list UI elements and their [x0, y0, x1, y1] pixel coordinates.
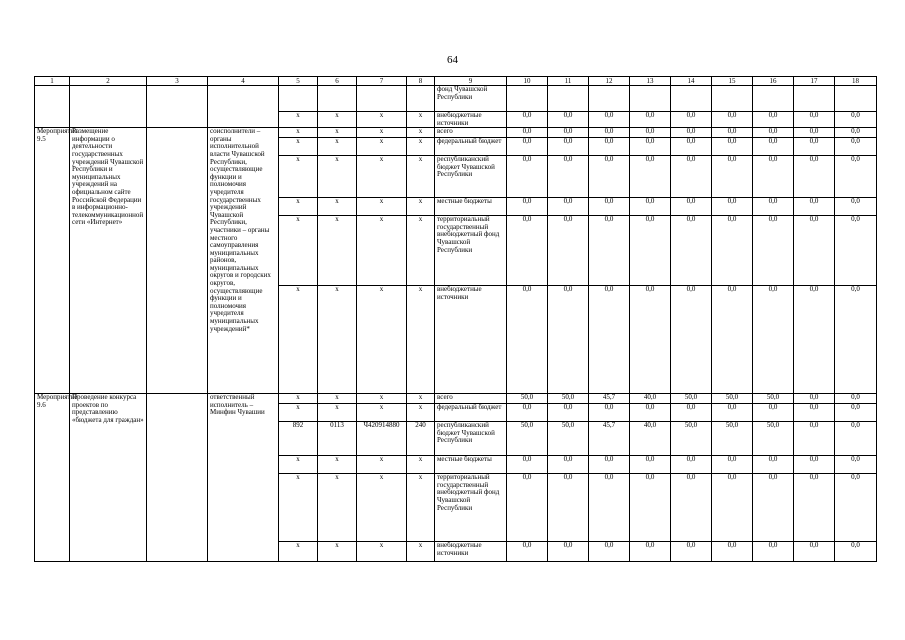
funding-source-cell: республиканский бюджет Чувашской Республики [435, 156, 507, 198]
amount-cell: 0,0 [753, 474, 794, 542]
measure-name: Размещение информации о деятельности государственных учреждений Чувашской Республики и муниципальных учреждений на официальном сайте Российской Федерации в информационно-телекоммуникационной сети «Интернет» [70, 128, 147, 394]
code-cell: х [357, 128, 407, 138]
code-cell: х [357, 394, 407, 404]
code-cell: х [318, 394, 357, 404]
code-cell: Ч420914880 [357, 422, 407, 456]
amount-cell: 0,0 [712, 112, 753, 128]
amount-cell: 0,0 [753, 156, 794, 198]
amount-cell: 0,0 [794, 422, 835, 456]
code-cell: х [407, 542, 435, 562]
amount-cell: 0,0 [835, 112, 877, 128]
amount-cell: 0,0 [507, 404, 548, 422]
amount-cell: 0,0 [835, 474, 877, 542]
amount-cell: 0,0 [753, 456, 794, 474]
amount-cell: 0,0 [548, 216, 589, 286]
amount-cell: 0,0 [507, 138, 548, 156]
amount-cell: 0,0 [548, 456, 589, 474]
amount-cell: 0,0 [630, 216, 671, 286]
amount-cell: 0,0 [712, 474, 753, 542]
amount-cell: 50,0 [548, 394, 589, 404]
measure-name: Проведение конкурса проектов по представлению «бюджета для граждан» [70, 394, 147, 562]
amount-cell: 0,0 [794, 456, 835, 474]
column-header: 12 [589, 77, 630, 86]
amount-cell: 0,0 [548, 404, 589, 422]
measure-executor: соисполнители – органы исполнительной власти Чувашской Республики, осуществляющие функции и полномочия учредителя государственных учреждений Чувашской Республики, участники – органы местного самоуправления муниципальных районов, муниципальных округов и городских округов, осуществляющие функции и полномочия учредителя муниципальных учреждений* [208, 128, 279, 394]
code-cell: х [318, 404, 357, 422]
code-cell: х [318, 112, 357, 128]
empty-cell [147, 394, 208, 562]
table-row [35, 86, 877, 112]
amount-cell: 0,0 [712, 156, 753, 198]
amount-cell [630, 86, 671, 112]
code-cell [357, 86, 407, 112]
funding-source-cell: республиканский бюджет Чувашской Республики [435, 422, 507, 456]
amount-cell: 0,0 [671, 456, 712, 474]
empty-cell [35, 86, 70, 128]
amount-cell: 0,0 [589, 112, 630, 128]
amount-cell: 0,0 [630, 542, 671, 562]
amount-cell: 0,0 [671, 128, 712, 138]
amount-cell: 0,0 [630, 128, 671, 138]
amount-cell: 0,0 [671, 112, 712, 128]
code-cell: х [279, 216, 318, 286]
amount-cell: 0,0 [671, 286, 712, 394]
amount-cell: 0,0 [507, 474, 548, 542]
amount-cell: 0,0 [835, 198, 877, 216]
column-header: 4 [208, 77, 279, 86]
amount-cell: 0,0 [630, 198, 671, 216]
amount-cell: 0,0 [753, 286, 794, 394]
amount-cell: 0,0 [589, 138, 630, 156]
column-header: 10 [507, 77, 548, 86]
amount-cell: 50,0 [712, 394, 753, 404]
amount-cell: 0,0 [548, 112, 589, 128]
amount-cell: 0,0 [835, 286, 877, 394]
amount-cell: 0,0 [712, 286, 753, 394]
amount-cell: 0,0 [548, 474, 589, 542]
amount-cell: 0,0 [507, 198, 548, 216]
measure-id: Мероприятие 9.5 [35, 128, 70, 394]
amount-cell: 0,0 [548, 156, 589, 198]
code-cell: х [279, 138, 318, 156]
amount-cell: 0,0 [630, 456, 671, 474]
amount-cell: 0,0 [671, 216, 712, 286]
code-cell: х [279, 474, 318, 542]
amount-cell [712, 86, 753, 112]
amount-cell: 50,0 [507, 422, 548, 456]
amount-cell: 0,0 [548, 198, 589, 216]
amount-cell: 50,0 [712, 422, 753, 456]
code-cell: х [318, 198, 357, 216]
amount-cell: 0,0 [548, 542, 589, 562]
funding-source-cell: местные бюджеты [435, 198, 507, 216]
amount-cell: 0,0 [671, 156, 712, 198]
amount-cell: 0,0 [712, 216, 753, 286]
funding-source-cell: внебюджетные источники [435, 112, 507, 128]
code-cell: х [407, 474, 435, 542]
amount-cell [794, 86, 835, 112]
amount-cell: 0,0 [548, 128, 589, 138]
amount-cell: 0,0 [548, 286, 589, 394]
empty-cell [147, 128, 208, 394]
amount-cell: 0,0 [712, 404, 753, 422]
amount-cell: 0,0 [630, 404, 671, 422]
amount-cell: 0,0 [794, 128, 835, 138]
code-cell: х [318, 456, 357, 474]
amount-cell: 0,0 [507, 286, 548, 394]
amount-cell: 0,0 [589, 286, 630, 394]
amount-cell: 0,0 [794, 138, 835, 156]
code-cell: х [279, 128, 318, 138]
amount-cell: 50,0 [753, 394, 794, 404]
column-header: 14 [671, 77, 712, 86]
code-cell: х [279, 198, 318, 216]
amount-cell: 0,0 [753, 112, 794, 128]
amount-cell: 0,0 [589, 474, 630, 542]
code-cell: х [318, 128, 357, 138]
amount-cell: 0,0 [589, 404, 630, 422]
code-cell: х [357, 474, 407, 542]
amount-cell: 0,0 [630, 138, 671, 156]
amount-cell: 0,0 [507, 128, 548, 138]
amount-cell: 0,0 [712, 542, 753, 562]
code-cell: х [407, 216, 435, 286]
amount-cell: 0,0 [630, 156, 671, 198]
budget-table [34, 76, 877, 562]
amount-cell: 0,0 [630, 112, 671, 128]
empty-cell [147, 86, 208, 128]
column-header: 8 [407, 77, 435, 86]
code-cell: х [279, 456, 318, 474]
funding-source-cell: федеральный бюджет [435, 404, 507, 422]
empty-cell [208, 86, 279, 128]
amount-cell: 50,0 [671, 394, 712, 404]
funding-source-cell: внебюджетные источники [435, 542, 507, 562]
amount-cell: 50,0 [507, 394, 548, 404]
amount-cell: 0,0 [835, 394, 877, 404]
column-header: 2 [70, 77, 147, 86]
amount-cell [507, 86, 548, 112]
amount-cell: 0,0 [794, 474, 835, 542]
code-cell: х [318, 138, 357, 156]
code-cell: х [357, 542, 407, 562]
amount-cell: 0,0 [794, 394, 835, 404]
code-cell: х [357, 156, 407, 198]
amount-cell: 0,0 [589, 198, 630, 216]
amount-cell: 0,0 [794, 216, 835, 286]
amount-cell: 0,0 [671, 198, 712, 216]
funding-source-cell: федеральный бюджет [435, 138, 507, 156]
funding-source-cell: внебюджетные источники [435, 286, 507, 394]
code-cell: х [357, 286, 407, 394]
table-row [35, 128, 877, 138]
amount-cell: 0,0 [835, 422, 877, 456]
amount-cell [671, 86, 712, 112]
amount-cell: 50,0 [548, 422, 589, 456]
code-cell: х [407, 156, 435, 198]
amount-cell: 0,0 [589, 542, 630, 562]
funding-source-cell: местные бюджеты [435, 456, 507, 474]
code-cell: х [407, 198, 435, 216]
column-header: 5 [279, 77, 318, 86]
amount-cell [589, 86, 630, 112]
code-cell [279, 86, 318, 112]
amount-cell: 0,0 [753, 542, 794, 562]
column-header: 6 [318, 77, 357, 86]
amount-cell: 0,0 [712, 128, 753, 138]
amount-cell: 0,0 [794, 112, 835, 128]
code-cell: х [279, 286, 318, 394]
code-cell: х [407, 404, 435, 422]
amount-cell: 0,0 [507, 112, 548, 128]
code-cell: х [318, 542, 357, 562]
funding-source-cell: всего [435, 128, 507, 138]
code-cell: х [407, 112, 435, 128]
measure-id: Мероприятие 9.6 [35, 394, 70, 562]
amount-cell: 0,0 [835, 542, 877, 562]
code-cell: х [279, 394, 318, 404]
code-cell: х [318, 474, 357, 542]
amount-cell: 0,0 [712, 456, 753, 474]
amount-cell [753, 86, 794, 112]
amount-cell: 0,0 [671, 138, 712, 156]
code-cell: х [357, 216, 407, 286]
amount-cell: 0,0 [753, 404, 794, 422]
amount-cell: 0,0 [835, 216, 877, 286]
amount-cell: 0,0 [753, 216, 794, 286]
amount-cell [835, 86, 877, 112]
column-header: 11 [548, 77, 589, 86]
code-cell: х [407, 456, 435, 474]
amount-cell: 0,0 [630, 474, 671, 542]
amount-cell: 0,0 [671, 542, 712, 562]
amount-cell: 0,0 [835, 404, 877, 422]
column-header: 13 [630, 77, 671, 86]
amount-cell: 0,0 [712, 138, 753, 156]
code-cell: х [279, 156, 318, 198]
code-cell: 0113 [318, 422, 357, 456]
amount-cell: 0,0 [835, 128, 877, 138]
amount-cell: 0,0 [589, 216, 630, 286]
code-cell: х [407, 138, 435, 156]
column-header: 17 [794, 77, 835, 86]
code-cell: х [407, 394, 435, 404]
code-cell: 240 [407, 422, 435, 456]
amount-cell: 0,0 [548, 138, 589, 156]
amount-cell: 0,0 [671, 474, 712, 542]
empty-cell [70, 86, 147, 128]
code-cell: х [407, 286, 435, 394]
amount-cell: 45,7 [589, 422, 630, 456]
table-row [35, 394, 877, 404]
amount-cell: 0,0 [712, 198, 753, 216]
column-header: 16 [753, 77, 794, 86]
code-cell: х [357, 404, 407, 422]
amount-cell: 0,0 [630, 286, 671, 394]
funding-source-cell: всего [435, 394, 507, 404]
amount-cell: 0,0 [753, 128, 794, 138]
code-cell: 892 [279, 422, 318, 456]
amount-cell: 0,0 [753, 138, 794, 156]
amount-cell: 45,7 [589, 394, 630, 404]
amount-cell: 40,0 [630, 394, 671, 404]
code-cell: х [318, 286, 357, 394]
code-cell: х [279, 112, 318, 128]
code-cell: х [318, 156, 357, 198]
amount-cell: 0,0 [589, 156, 630, 198]
page-number: 64 [447, 54, 458, 66]
amount-cell: 0,0 [507, 542, 548, 562]
code-cell: х [357, 198, 407, 216]
funding-source-cell: территориальный государственный внебюджетный фонд Чувашской Республики [435, 216, 507, 286]
code-cell [407, 86, 435, 112]
measure-executor: ответственный исполнитель – Минфин Чувашии [208, 394, 279, 562]
amount-cell: 0,0 [794, 542, 835, 562]
amount-cell: 0,0 [507, 456, 548, 474]
amount-cell: 0,0 [794, 286, 835, 394]
amount-cell: 0,0 [753, 198, 794, 216]
amount-cell: 0,0 [671, 404, 712, 422]
amount-cell: 0,0 [835, 156, 877, 198]
code-cell [318, 86, 357, 112]
amount-cell: 0,0 [794, 404, 835, 422]
amount-cell: 0,0 [589, 128, 630, 138]
code-cell: х [318, 216, 357, 286]
code-cell: х [407, 128, 435, 138]
funding-source-cell: территориальный государственный внебюджетный фонд Чувашской Республики [435, 474, 507, 542]
column-header: 3 [147, 77, 208, 86]
column-header: 1 [35, 77, 70, 86]
amount-cell: 0,0 [507, 156, 548, 198]
amount-cell: 0,0 [835, 456, 877, 474]
column-header: 9 [435, 77, 507, 86]
code-cell: х [357, 456, 407, 474]
amount-cell: 50,0 [753, 422, 794, 456]
amount-cell: 40,0 [630, 422, 671, 456]
amount-cell [548, 86, 589, 112]
code-cell: х [357, 112, 407, 128]
code-cell: х [279, 404, 318, 422]
amount-cell: 0,0 [794, 198, 835, 216]
code-cell: х [279, 542, 318, 562]
funding-source-cell: фонд Чувашской Республики [435, 86, 507, 112]
column-header: 15 [712, 77, 753, 86]
amount-cell: 50,0 [671, 422, 712, 456]
column-header: 7 [357, 77, 407, 86]
amount-cell: 0,0 [835, 138, 877, 156]
amount-cell: 0,0 [794, 156, 835, 198]
column-header: 18 [835, 77, 877, 86]
code-cell: х [357, 138, 407, 156]
amount-cell: 0,0 [507, 216, 548, 286]
amount-cell: 0,0 [589, 456, 630, 474]
